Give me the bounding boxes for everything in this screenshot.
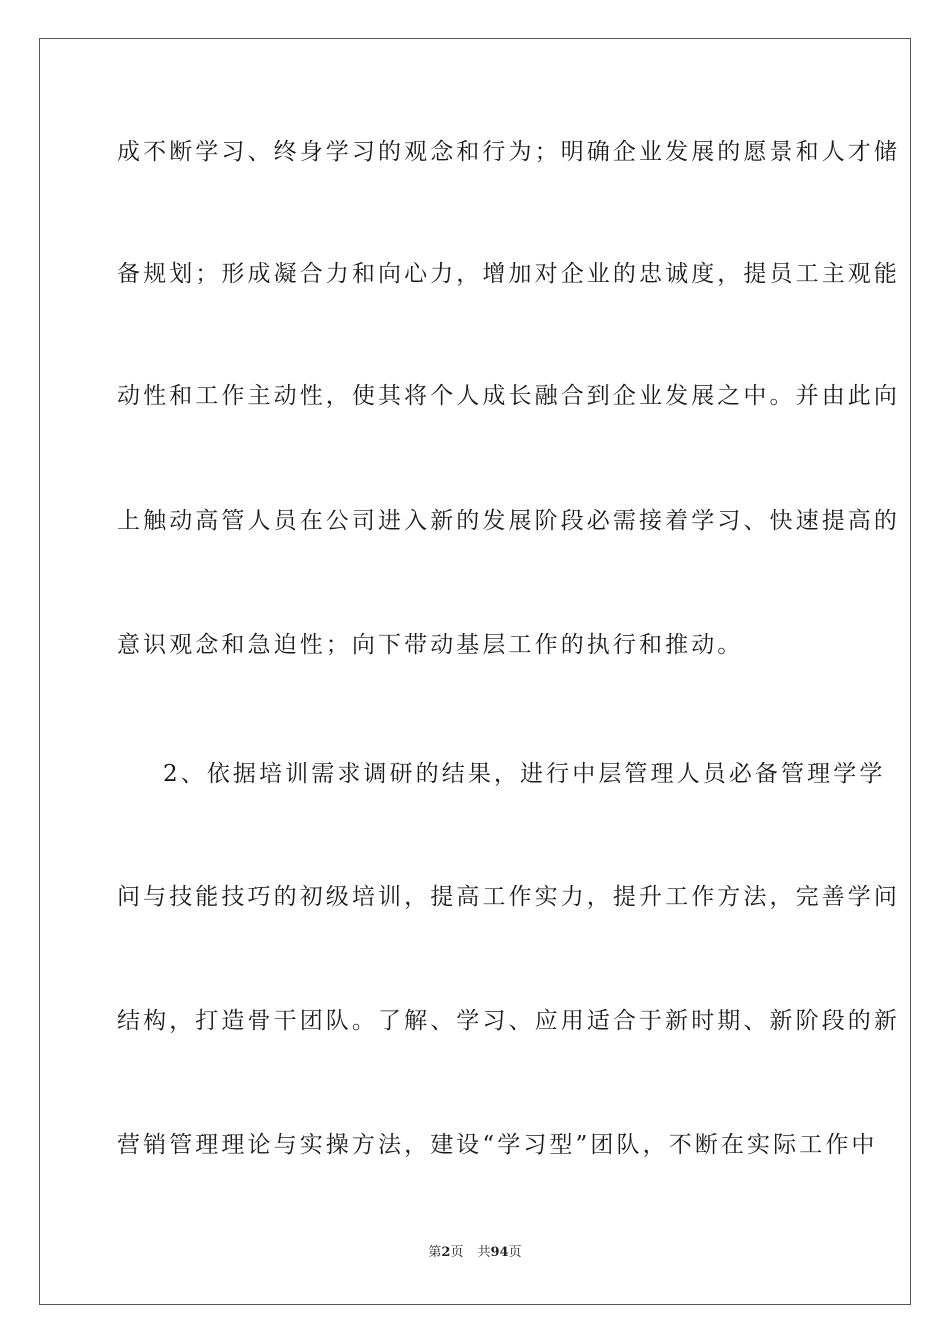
paragraph-line: 意识观念和急迫性；向下带动基层工作的执行和推动。: [117, 632, 744, 658]
paragraph-line: 备规划；形成凝合力和向心力，增加对企业的忠诚度，提员工主观能: [117, 261, 900, 287]
total-suffix: 页: [508, 1245, 522, 1260]
paragraph-line: 问与技能技巧的初级培训，提高工作实力，提升工作方法，完善学问: [117, 884, 900, 910]
paragraph-line: 成不断学习、终身学习的观念和行为；明确企业发展的愿景和人才储: [117, 139, 900, 165]
page-prefix: 第: [428, 1245, 442, 1260]
paragraph-line: 动性和工作主动性，使其将个人成长融合到企业发展之中。并由此向: [117, 383, 900, 409]
paragraph-line: 结构，打造骨干团队。了解、学习、应用适合于新时期、新阶段的新: [117, 1008, 900, 1034]
page-footer: [0, 1244, 950, 1262]
paragraph-line: 2、依据培训需求调研的结果，进行中层管理人员必备管理学学: [163, 761, 886, 787]
paragraph-line: 营销管理理论与实操方法，建设“学习型”团队，不断在实际工作中: [117, 1132, 878, 1158]
paragraph-line: 上触动高管人员在公司进入新的发展阶段必需接着学习、快速提高的: [117, 508, 900, 534]
page-suffix: 页: [450, 1245, 464, 1260]
page-number: 2: [441, 1245, 451, 1260]
page-border: [39, 38, 911, 1305]
total-pages: 94: [490, 1245, 509, 1260]
total-prefix: 共: [477, 1245, 491, 1260]
